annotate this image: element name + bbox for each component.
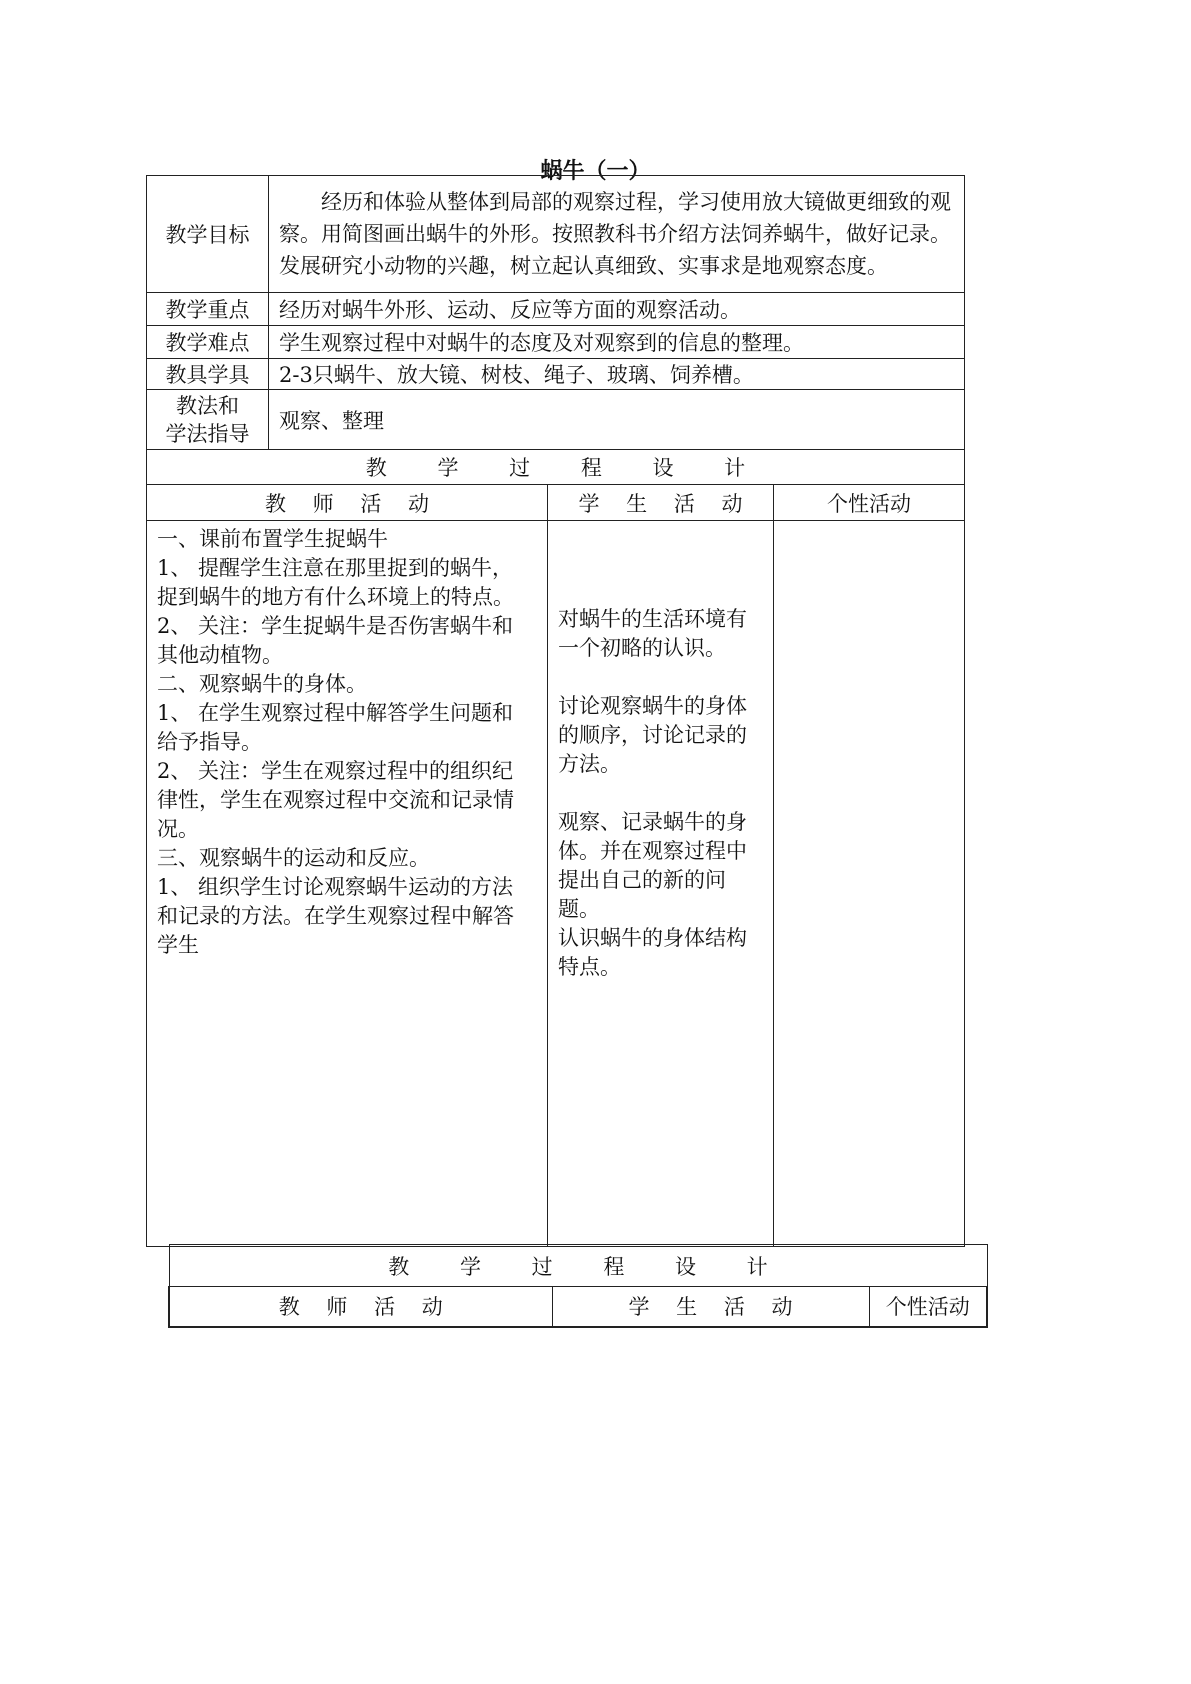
teacher-line: 捉到蜗牛的地方有什么环境上的特点。 bbox=[157, 585, 514, 609]
teacher-line: 和记录的方法。在学生观察过程中解答 bbox=[157, 904, 514, 928]
label-materials: 教具学具 bbox=[147, 359, 269, 390]
student-activity-header-2: 学 生 活 动 bbox=[552, 1287, 869, 1327]
lesson-plan-table bbox=[146, 175, 965, 1247]
teacher-line: 2、 关注：学生捉蜗牛是否伤害蜗牛和 bbox=[157, 614, 514, 638]
row-materials bbox=[147, 359, 965, 390]
personal-activity-header-2: 个性活动 bbox=[869, 1287, 987, 1327]
teacher-activity-header-2: 教 师 活 动 bbox=[169, 1287, 552, 1327]
student-line: 一个初略的认识。 bbox=[558, 636, 726, 660]
row-difficulties bbox=[147, 326, 965, 359]
teacher-line: 一、课前布置学生捉蜗牛 bbox=[157, 527, 388, 551]
teacher-line: 二、观察蜗牛的身体。 bbox=[157, 672, 367, 696]
process-header-2: 教 学 过 程 设 计 bbox=[169, 1245, 987, 1287]
key-points-text: 经历对蜗牛外形、运动、反应等方面的观察活动。 bbox=[269, 293, 965, 326]
objectives-text: 经历和体验从整体到局部的观察过程，学习使用放大镜做更细致的观察。用简图画出蜗牛的外形。按照教科书介绍方法饲养蜗牛，做好记录。发展研究小动物的兴趣，树立起认真细致、实事求是地观察态度。 bbox=[269, 176, 965, 293]
continuation-table bbox=[168, 1244, 988, 1328]
student-line: 提出自己的新的问 bbox=[558, 868, 726, 892]
teacher-line: 三、观察蜗牛的运动和反应。 bbox=[157, 846, 430, 870]
label-methods: 教法和 学法指导 bbox=[147, 390, 269, 450]
teacher-line: 其他动植物。 bbox=[157, 643, 283, 667]
student-line: 认识蜗牛的身体结构 bbox=[558, 926, 747, 950]
student-line: 观察、记录蜗牛的身 bbox=[558, 810, 747, 834]
materials-text: 2-3只蜗牛、放大镜、树枝、绳子、玻璃、饲养槽。 bbox=[269, 359, 965, 390]
student-line: 的顺序，讨论记录的 bbox=[558, 723, 747, 747]
row-column-headers bbox=[147, 485, 965, 521]
teacher-line: 2、 关注：学生在观察过程中的组织纪 bbox=[157, 759, 514, 783]
personal-activity-cell bbox=[774, 521, 965, 1247]
row-activities bbox=[147, 521, 965, 1247]
row-objectives bbox=[147, 176, 965, 293]
row-column-headers-2 bbox=[169, 1287, 987, 1327]
teacher-line: 给予指导。 bbox=[157, 730, 262, 754]
teacher-activity-header: 教 师 活 动 bbox=[147, 485, 548, 521]
student-line: 对蜗牛的生活环境有 bbox=[558, 607, 747, 631]
row-process-header-2 bbox=[169, 1245, 987, 1287]
row-methods bbox=[147, 390, 965, 450]
process-header: 教 学 过 程 设 计 bbox=[147, 450, 965, 485]
teacher-line: 1、 在学生观察过程中解答学生问题和 bbox=[157, 701, 514, 725]
student-activity-header: 学 生 活 动 bbox=[548, 485, 774, 521]
row-process-header bbox=[147, 450, 965, 485]
student-line: 讨论观察蜗牛的身体 bbox=[558, 694, 747, 718]
personal-activity-header: 个性活动 bbox=[774, 485, 965, 521]
teacher-line: 1、 组织学生讨论观察蜗牛运动的方法 bbox=[157, 875, 514, 899]
label-objectives: 教学目标 bbox=[147, 176, 269, 293]
teacher-activity-cell bbox=[147, 521, 548, 1247]
row-key-points bbox=[147, 293, 965, 326]
difficulties-text: 学生观察过程中对蜗牛的态度及对观察到的信息的整理。 bbox=[269, 326, 965, 359]
teacher-line: 1、 提醒学生注意在那里捉到的蜗牛， bbox=[157, 556, 514, 580]
label-difficulties: 教学难点 bbox=[147, 326, 269, 359]
teacher-line: 学生 bbox=[157, 933, 199, 957]
teacher-line: 律性，学生在观察过程中交流和记录情 bbox=[157, 788, 514, 812]
student-activity-cell bbox=[548, 521, 774, 1247]
student-line: 特点。 bbox=[558, 955, 621, 979]
student-line: 方法。 bbox=[558, 752, 621, 776]
teacher-line: 况。 bbox=[157, 817, 199, 841]
page-title: 蜗牛（一） bbox=[540, 159, 651, 184]
student-line: 体。并在观察过程中 bbox=[558, 839, 747, 863]
methods-text: 观察、整理 bbox=[269, 390, 965, 450]
student-line: 题。 bbox=[558, 897, 600, 921]
label-key-points: 教学重点 bbox=[147, 293, 269, 326]
